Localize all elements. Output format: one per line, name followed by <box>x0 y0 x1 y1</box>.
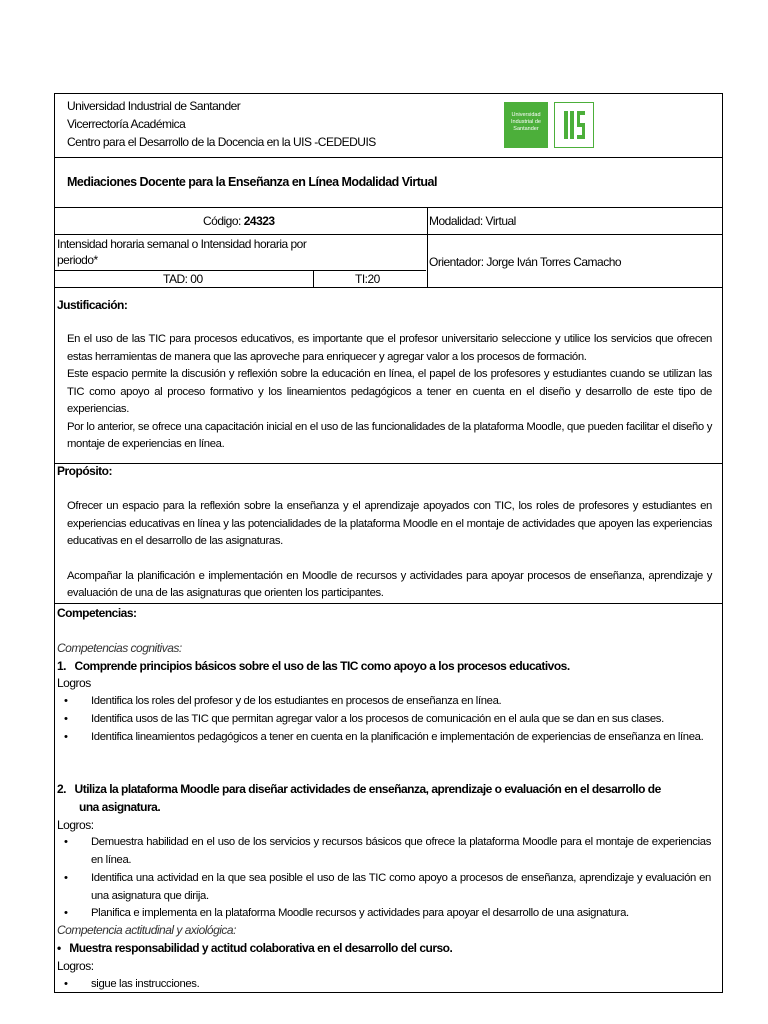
proposito-heading: Propósito: <box>57 464 112 478</box>
competencia-2-text-cont: una asignatura. <box>79 800 161 814</box>
list-item: • Identifica los roles del profesor y de los estudiantes en procesos de enseñanza en línea. <box>91 693 711 711</box>
justificacion-text <box>67 331 712 454</box>
document-frame <box>54 93 723 993</box>
list-item: • Identifica una actividad en la que sea posible el uso de las TIC como apoyo a procesos de enseñanza, aprendizaje y evaluación en una asignatura que dirija. <box>64 872 711 902</box>
proposito-p2: Acompañar la planificación e implementación en Moodle de recursos y actividades para apoyar procesos de enseñanza, aprendizaje y evaluación de una de las asignaturas que orienten los participantes. <box>67 569 712 599</box>
bullet-icon: • <box>64 731 68 743</box>
bullet-icon: • <box>64 872 68 884</box>
bullet-icon: • <box>64 836 68 848</box>
header-university: Universidad Industrial de Santander <box>67 99 241 113</box>
ti-hours: TI:20 <box>355 272 380 286</box>
header-center: Centro para el Desarrollo de la Docencia en la UIS -CEDEDUIS <box>67 135 376 149</box>
competencias-heading: Competencias: <box>57 606 137 620</box>
logros-label-1: Logros <box>57 676 91 690</box>
header-vicerrectoria: Vicerrectoría Académica <box>67 117 186 131</box>
code-value: 24323 <box>243 214 275 228</box>
university-logo <box>504 102 548 148</box>
bullet-icon: • <box>64 978 68 990</box>
justificacion-p1: En el uso de las TIC para procesos educativos, es importante que el profesor universitario seleccione y utilice los servicios que ofrecen estas herramientas de manera que las aproveche para enriquecer y agregar valor a los procesos de formación. <box>67 333 712 363</box>
competencias-cognitivas: Competencias cognitivas: <box>57 641 182 655</box>
modalidad: Modalidad: Virtual <box>429 214 516 228</box>
justificacion-p3: Por lo anterior, se ofrece una capacitación inicial en el uso de las funcionalidades de la plataforma Moodle, que pueden facilitar el diseño y montaje de experiencias en línea. <box>67 420 712 450</box>
course-code <box>203 213 275 230</box>
competencia-1-number: 1. <box>57 659 67 673</box>
competencia-2 <box>57 781 661 798</box>
list-item: • Demuestra habilidad en el uso de los servicios y recursos básicos que ofrece la plataforma Moodle para el montaje de experiencias en línea. <box>64 836 711 866</box>
tad-hours: TAD: 00 <box>163 272 203 286</box>
list-item: • sigue las instrucciones. <box>91 976 711 994</box>
bullet-icon: • <box>57 941 61 955</box>
list-item: • Identifica usos de las TIC que permitan agregar valor a los procesos de comunicación en el aula que se dan en sus clases. <box>91 711 711 729</box>
uis-logo-icon <box>554 102 594 148</box>
competencia-2-number: 2. <box>57 782 67 796</box>
orientador: Orientador: Jorge Iván Torres Camacho <box>429 255 622 269</box>
bullet-icon: • <box>64 907 68 919</box>
course-title: Mediaciones Docente para la Enseñanza en Línea Modalidad Virtual <box>67 175 437 189</box>
intensidad-label-2: periodo* <box>57 253 98 267</box>
logros-label-3: Logros: <box>57 959 94 973</box>
list-item: • Planifica e implementa en la plataforma Moodle recursos y actividades para apoyar el desarrollo de una asignatura. <box>91 905 711 923</box>
proposito-p1: Ofrecer un espacio para la reflexión sobre la enseñanza y el aprendizaje apoyados con TIC, los roles de profesores y estudiantes en experiencias educativas en línea y las potencialidades de la plataforma Moodle en el montaje de actividades que apoyen las experiencias educativas en el desarrollo de las asignaturas. <box>67 500 712 547</box>
bullet-icon: • <box>64 695 68 707</box>
justificacion-p2: Este espacio permite la discusión y reflexión sobre la educación en línea, el papel de los profesores y estudiantes cuando se utilizan las TIC como apoyo al proceso formativo y los lineamientos pedagógicos a tener en cuenta en el diseño y desarrollo de este tipo de experiencias. <box>67 368 712 415</box>
competencia-actitudinal: Competencia actitudinal y axiológica: <box>57 923 236 937</box>
justificacion-heading: Justificación: <box>57 298 128 312</box>
proposito-text <box>67 498 712 603</box>
competencia-1-text: Comprende principios básicos sobre el uso de las TIC como apoyo a los procesos educativos. <box>74 659 570 673</box>
code-label: Código: <box>203 214 241 228</box>
logo-text: Universidad Industrial de Santander <box>511 112 541 132</box>
list-item: • Identifica lineamientos pedagógicos a tener en cuenta en la planificación e implementación de experiencias de enseñanza en línea. <box>91 729 711 747</box>
competencia-2-text: Utiliza la plataforma Moodle para diseñar actividades de enseñanza, aprendizaje o evaluación en el desarrollo de <box>74 782 661 796</box>
logros-label-2: Logros: <box>57 818 94 832</box>
competencia-1 <box>57 658 570 675</box>
competencia-3-text: Muestra responsabilidad y actitud colaborativa en el desarrollo del curso. <box>69 941 453 955</box>
bullet-icon: • <box>64 713 68 725</box>
intensidad-label-1: Intensidad horaria semanal o Intensidad horaria por <box>57 237 307 251</box>
competencia-3 <box>57 940 452 957</box>
